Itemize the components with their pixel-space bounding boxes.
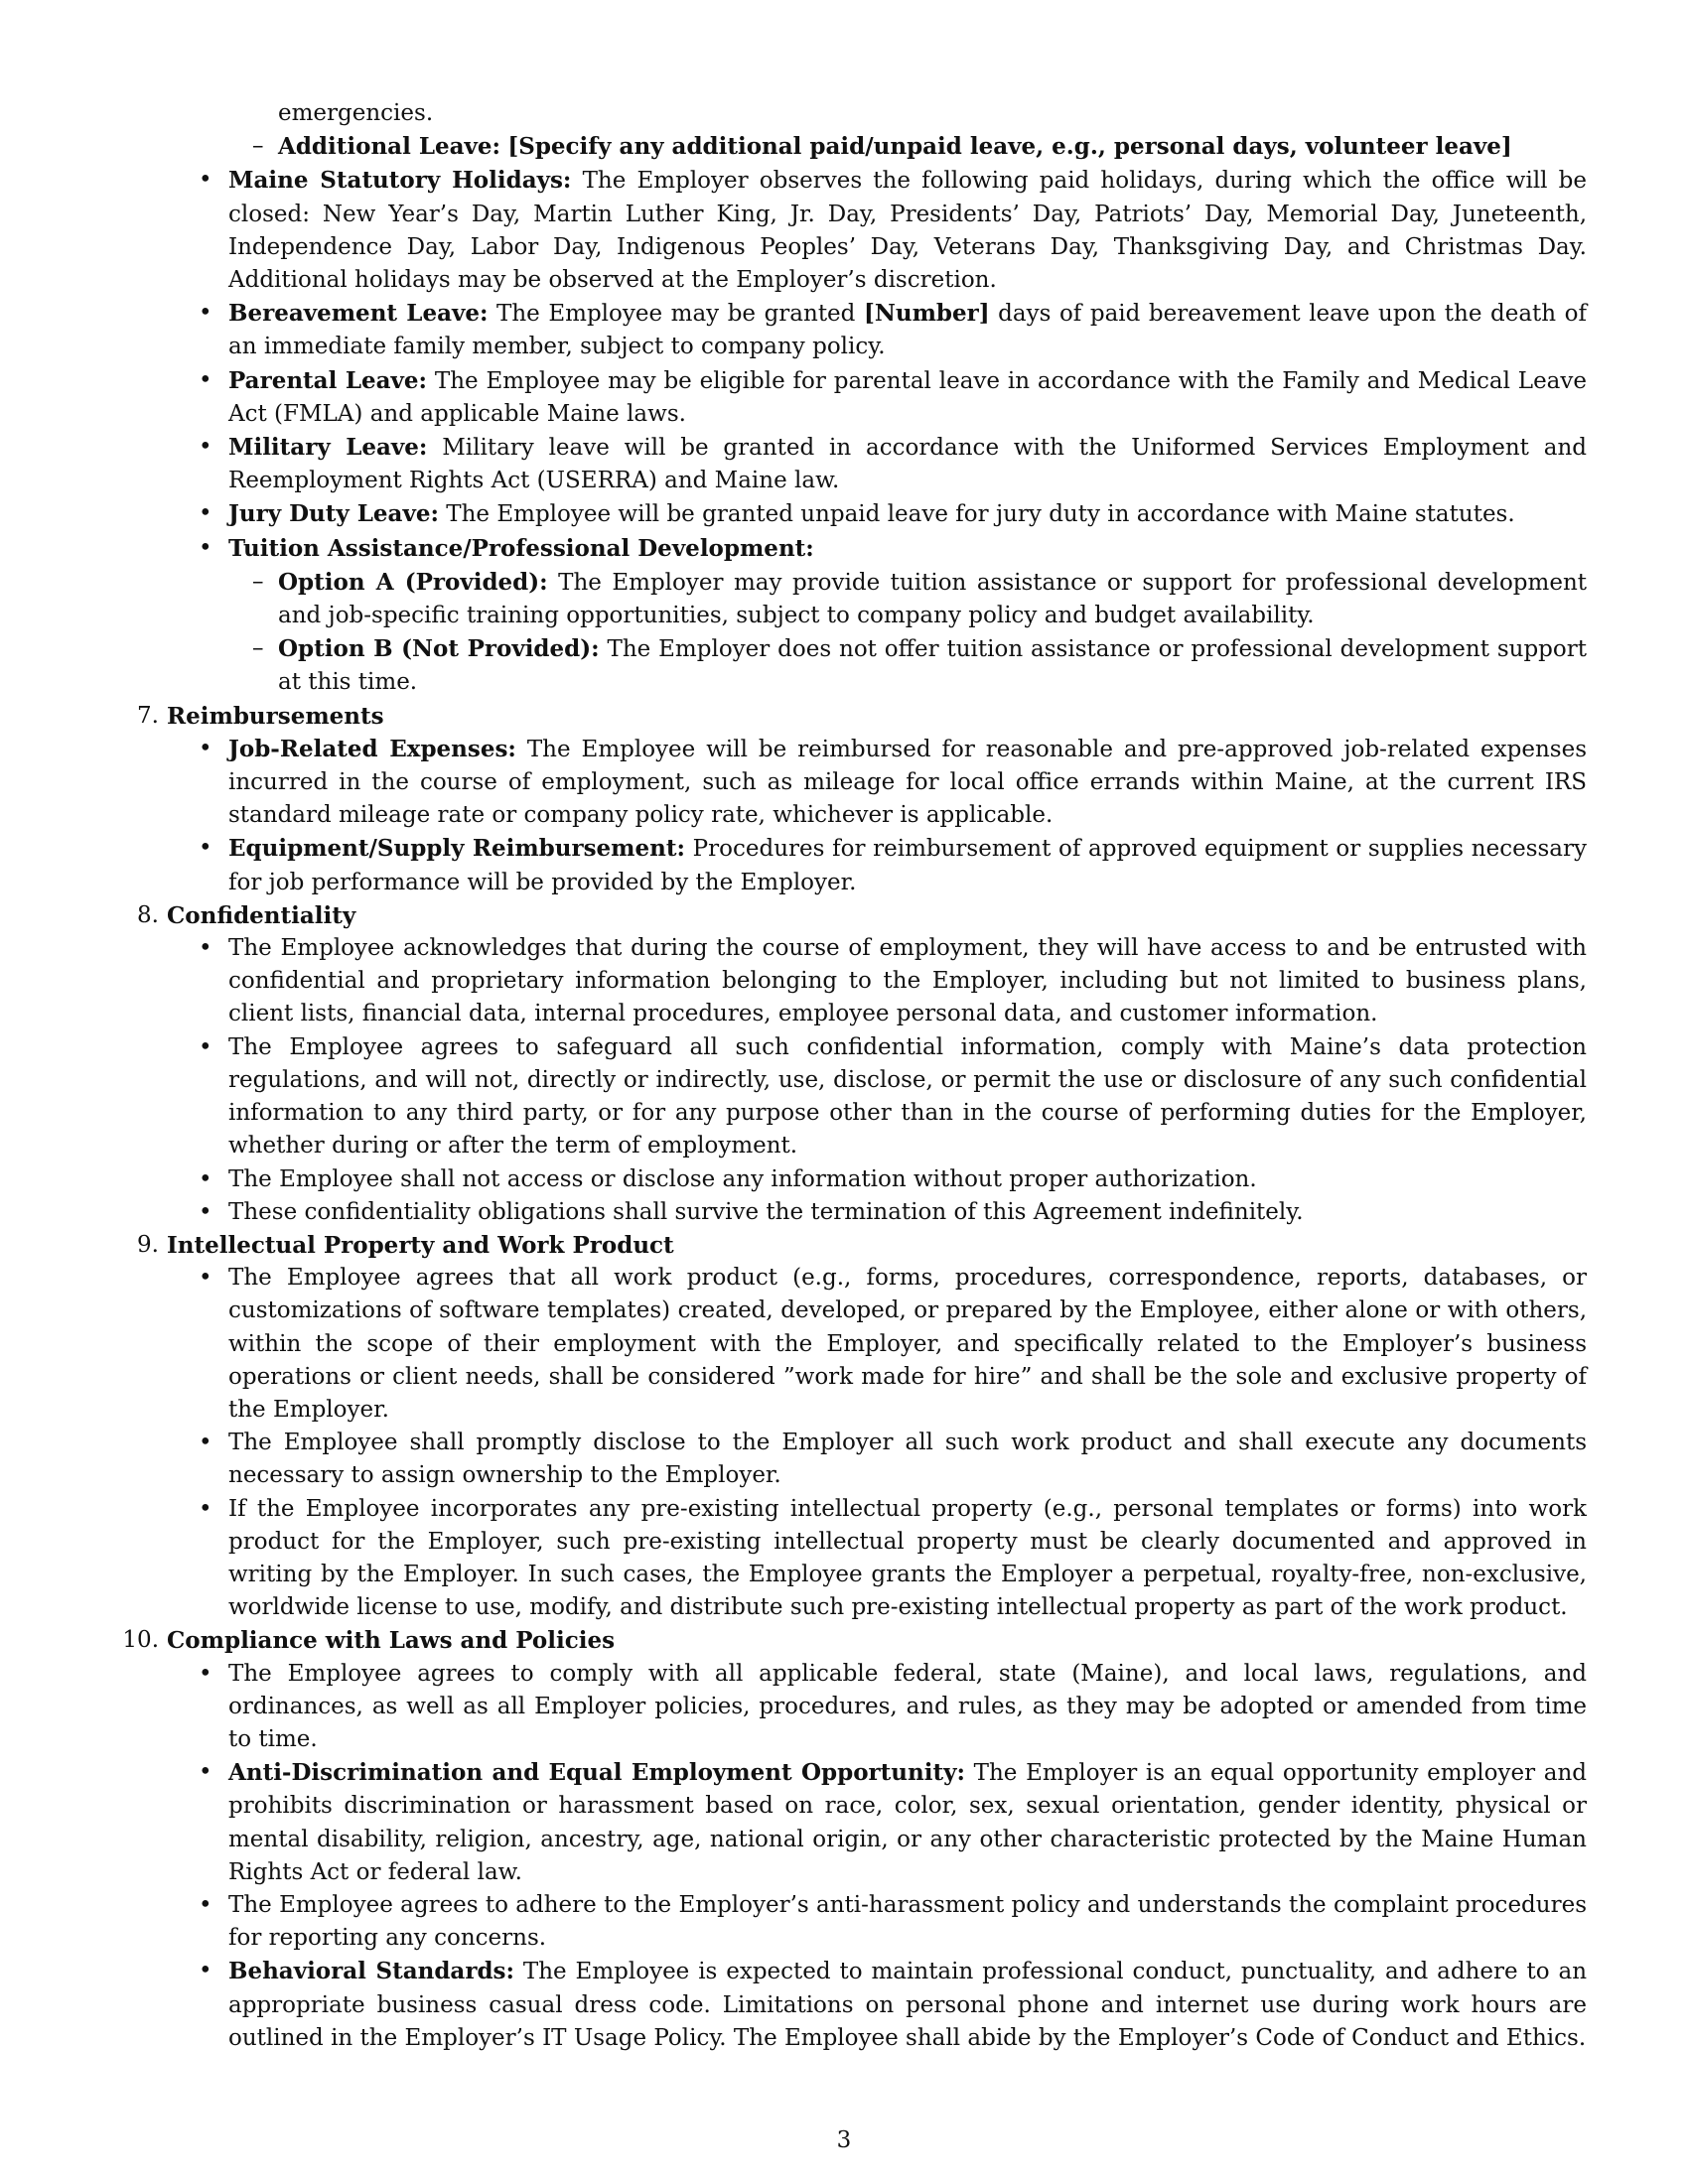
bullet-marker: • <box>199 300 212 327</box>
list-item-tuition <box>199 532 1587 566</box>
item-label: Bereavement Leave: <box>228 300 489 328</box>
list-item <box>199 1756 1587 1889</box>
sub-list-item-option-b <box>248 632 1587 699</box>
item-text: If the Employee incorporates any pre-existing intellectual property (e.g., personal templates or forms) into work product for the Employer, such pre-existing intellectual property must be clearly documented and approved in writing by the Employer. In such cases, the Employee grants the Employer a perpetual, royalty-free, non-exclusive, worldwide license to use, modify, and distribute such pre-existing intellectual property as part of the work product. <box>228 1495 1587 1621</box>
item-text: The Employee is expected to maintain professional conduct, punctuality, and adhere to an appropriate business casual dress code. Limitations on personal phone and internet use during work hours are outlined in the Employer’s IT Usage Policy. The Employee shall abide by the Employer’s Code of Conduct and Ethics. <box>228 1959 1588 2051</box>
bullet-marker: • <box>199 1165 212 1192</box>
section-number: 10. <box>122 1627 159 1654</box>
section-heading-compliance <box>119 1624 1587 1657</box>
item-text: The Employer does not offer tuition assistance or professional development support at this time. <box>278 636 1587 696</box>
list-item <box>199 1031 1587 1163</box>
item-text: The Employee will be granted unpaid leave for jury duty in accordance with Maine statutes. <box>446 501 1515 528</box>
list-item <box>199 932 1587 1031</box>
page-content <box>119 97 1587 2055</box>
item-text: The Employee may be eligible for parental leave in accordance with the Family and Medical Leave Act (FMLA) and applicable Maine laws. <box>228 367 1587 427</box>
item-text: The Employer observes the following paid holidays, during which the office will be closed: New Year’s Day, Martin Luther King, Jr. Day, Presidents’ Day, Patriots’ Day, Memorial Day, Juneteenth, Independence Day, Labor Day, Indigenous Peoples’ Day, Veterans Day, Thanksgiving Day, and Christmas Day. Additional holidays may be observed at the Employer’s discretion. <box>228 168 1588 294</box>
item-text: These confidentiality obligations shall survive the termination of this Agreement indefinitely. <box>228 1198 1304 1225</box>
item-text: The Employee agrees to adhere to the Employer’s anti-harassment policy and understands the complaint procedures for reporting any concerns. <box>228 1891 1587 1952</box>
item-label: Option A (Provided): <box>278 568 548 596</box>
bullet-marker: • <box>199 835 212 862</box>
bullet-marker: • <box>199 1495 212 1522</box>
section-number: 7. <box>137 702 159 729</box>
item-label: Jury Duty Leave: <box>228 500 439 528</box>
item-text: days of paid bereavement leave upon the death of an immediate family member, subject to company policy. <box>228 301 1587 360</box>
item-label: Parental Leave: <box>228 366 428 394</box>
list-item <box>199 832 1587 898</box>
bullet-marker: • <box>199 1660 212 1687</box>
bullet-marker: • <box>199 735 212 761</box>
item-label: Maine Statutory Holidays: <box>228 167 572 195</box>
item-text: The Employer is an equal opportunity employer and prohibits discrimination or harassment based on race, color, sex, sexual orientation, gender identity, physical or mental disability, religion, ancestry, age, national origin, or any other characteristic protected by the Maine Human Rights Act or federal law. <box>228 1760 1588 1885</box>
list-item <box>199 1163 1587 1196</box>
dash-marker: – <box>252 635 264 662</box>
section-heading-confidentiality <box>119 899 1587 932</box>
dash-marker: – <box>252 133 264 160</box>
item-text: The Employee acknowledges that during the course of employment, they will have access to and be entrusted with confidential and proprietary information belonging to the Employer, including but not limited to business plans, client lists, financial data, internal procedures, employee personal data, and customer information. <box>228 935 1587 1027</box>
list-item <box>199 1427 1587 1492</box>
bullet-marker: • <box>199 1198 212 1225</box>
bullet-marker: • <box>199 1891 212 1918</box>
sub-list-item-option-a <box>248 566 1587 632</box>
dash-marker: – <box>252 568 264 595</box>
bullet-marker: • <box>199 500 212 527</box>
list-item-jury-duty <box>199 497 1587 531</box>
item-text: The Employee agrees to safeguard all such confidential information, comply with Maine’s data protection regulations, and will not, directly or indirectly, use, disclose, or permit the use or disclosure of any such confidential information to any third party, or for any purpose other than in the course of performing duties for the Employer, whether during or after the term of employment. <box>228 1033 1587 1160</box>
bullet-marker: • <box>199 935 212 962</box>
list-item-bereavement <box>199 297 1587 363</box>
item-label: Equipment/Supply Reimbursement: <box>228 835 685 863</box>
list-item-holidays <box>199 164 1587 297</box>
list-item-parental <box>199 364 1587 431</box>
section-title: Compliance with Laws and Policies <box>167 1627 616 1655</box>
section-title: Confidentiality <box>167 901 356 929</box>
bullet-marker: • <box>199 167 212 194</box>
item-text: The Employee shall not access or disclose any information without proper authorization. <box>228 1165 1257 1192</box>
section-number: 9. <box>137 1231 159 1258</box>
page-number: 3 <box>836 2127 852 2153</box>
bullet-marker: • <box>199 534 212 561</box>
list-item-military <box>199 431 1587 497</box>
section-title: Intellectual Property and Work Product <box>167 1231 674 1259</box>
bullet-marker: • <box>199 434 212 461</box>
item-text: The Employee agrees that all work product (e.g., forms, procedures, correspondence, reports, databases, or customizations of software templates) created, developed, or prepared by the Employee, either alone or with others, within the scope of their employment with the Employer, and specifically related to the Employer’s business operations or client needs, shall be considered ”work made for hire” and shall be the sole and exclusive property of the Employer. <box>228 1265 1587 1423</box>
list-item <box>199 1196 1587 1229</box>
item-label: Behavioral Standards: <box>228 1958 514 1985</box>
section-number: 8. <box>137 901 159 928</box>
item-placeholder: [Number] <box>863 300 990 328</box>
item-text: Procedures for reimbursement of approved equipment or supplies necessary for job performance will be provided by the Employer. <box>228 836 1588 895</box>
section-heading-reimbursements <box>119 700 1587 733</box>
bullet-marker: • <box>199 1430 212 1456</box>
bullet-marker: • <box>199 1033 212 1060</box>
item-text: The Employer may provide tuition assistance or support for professional development and job-specific training opportunities, subject to company policy and budget availability. <box>278 569 1587 629</box>
item-text: The Employee will be reimbursed for reasonable and pre-approved job-related expenses incurred in the course of employment, such as mileage for local office errands within Maine, at the current IRS standard mileage rate or company policy rate, whichever is applicable. <box>228 736 1587 829</box>
bullet-marker: • <box>199 1759 212 1786</box>
list-item <box>199 1889 1587 1955</box>
item-label: Anti-Discrimination and Equal Employment Opportunity: <box>228 1759 965 1787</box>
list-item <box>199 1262 1587 1427</box>
section-title: Reimbursements <box>167 702 384 730</box>
sub-list-item-additional-leave <box>248 130 1587 164</box>
continuation-text: emergencies. <box>278 100 434 126</box>
bullet-marker: • <box>199 1265 212 1292</box>
item-label: Tuition Assistance/Professional Development: <box>228 534 814 562</box>
item-text: The Employee may be granted <box>496 301 856 328</box>
item-label: Option B (Not Provided): <box>278 635 600 663</box>
item-label: Military Leave: <box>228 434 428 462</box>
section-heading-intellectual-property <box>119 1229 1587 1262</box>
item-placeholder: [Specify any additional paid/unpaid leave, e.g., personal days, volunteer leave] <box>507 133 1512 161</box>
item-text: The Employee shall promptly disclose to the Employer all such work product and shall execute any documents necessary to assign ownership to the Employer. <box>228 1430 1587 1489</box>
item-text: The Employee agrees to comply with all applicable federal, state (Maine), and local laws, regulations, and ordinances, as well as all Employer policies, procedures, and rules, as they may be adopted or amended from time to time. <box>228 1660 1587 1752</box>
bullet-marker: • <box>199 1958 212 1984</box>
bullet-marker: • <box>199 366 212 393</box>
item-text: Military leave will be granted in accordance with the Uniformed Services Employment and Reemployment Rights Act (USERRA) and Maine law. <box>228 435 1587 494</box>
item-label: Additional Leave: <box>278 133 501 161</box>
list-item <box>199 733 1587 833</box>
list-item <box>199 1955 1587 2055</box>
item-label: Job-Related Expenses: <box>228 735 516 762</box>
list-item <box>199 1493 1587 1625</box>
list-item <box>199 1658 1587 1757</box>
